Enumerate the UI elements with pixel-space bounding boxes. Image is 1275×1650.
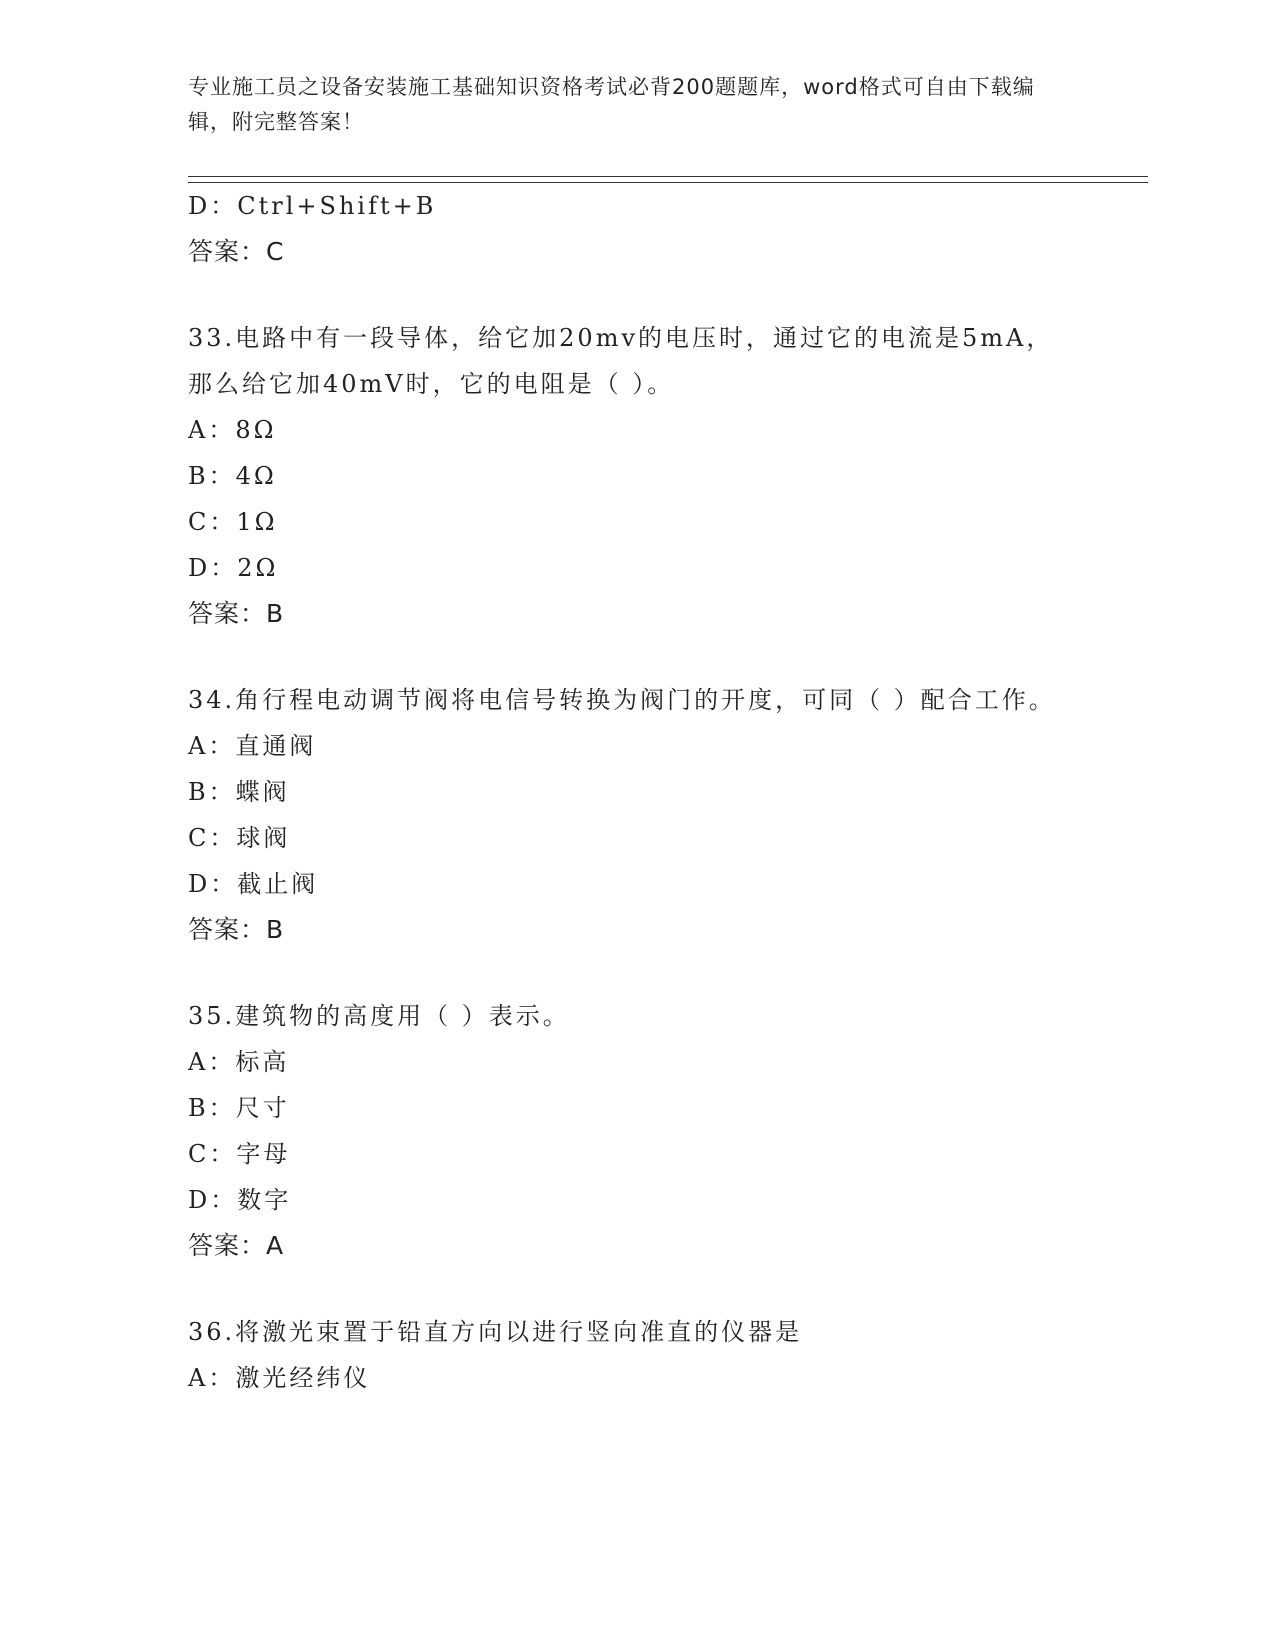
header-divider: [188, 176, 1148, 183]
option-a: A：直通阀: [188, 732, 317, 760]
option-d: D：Ctrl+Shift+B: [188, 192, 437, 220]
answer-line: 答案：C: [188, 237, 285, 266]
option-b: B：尺寸: [188, 1094, 290, 1122]
option-c: C：字母: [188, 1140, 291, 1168]
question-34: [188, 677, 1148, 953]
document-header: 专业施工员之设备安装施工基础知识资格考试必背200题题库，word格式可自由下载编辑，附完整答案！: [188, 75, 1035, 134]
option-b: B：4Ω: [188, 462, 277, 490]
option-d: D：截止阀: [188, 870, 319, 898]
option-b: B：蝶阀: [188, 778, 290, 806]
answer-line: 答案：B: [188, 915, 285, 944]
question-stem: 36.将激光束置于铅直方向以进行竖向准直的仪器是: [188, 1318, 803, 1346]
option-c: C：1Ω: [188, 508, 278, 536]
option-c: C：球阀: [188, 824, 291, 852]
question-33: [188, 315, 1148, 637]
option-a: A：标高: [188, 1048, 290, 1076]
question-35: [188, 993, 1148, 1269]
question-36: [188, 1309, 1148, 1401]
question-stem: 33.电路中有一段导体，给它加20mv的电压时，通过它的电流是5mA，那么给它加40mV时，它的电阻是（ ）。: [188, 324, 1054, 398]
option-a: A：8Ω: [188, 416, 277, 444]
answer-line: 答案：A: [188, 1231, 285, 1260]
question-stem: 35.建筑物的高度用（ ）表示。: [188, 1002, 570, 1030]
question-stem: 34.角行程电动调节阀将电信号转换为阀门的开度，可同（ ）配合工作。: [188, 686, 1056, 714]
option-d: D：2Ω: [188, 554, 279, 582]
option-a: A：激光经纬仪: [188, 1364, 371, 1392]
option-d: D：数字: [188, 1186, 292, 1214]
document-page: [188, 70, 1148, 1401]
answer-line: 答案：B: [188, 599, 285, 628]
